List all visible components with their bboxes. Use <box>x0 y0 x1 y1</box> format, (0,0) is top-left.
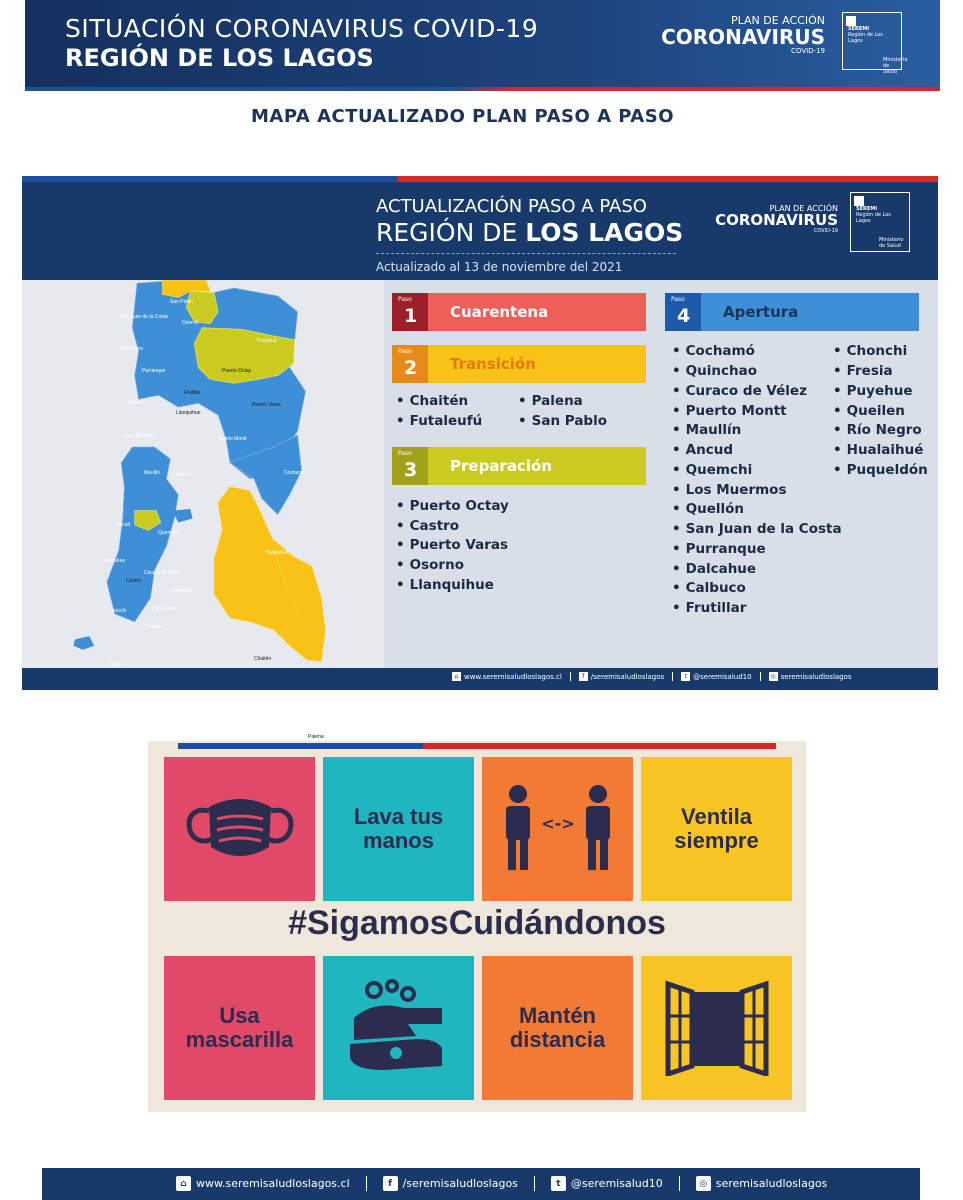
step-4-item: • Fresia <box>833 363 893 379</box>
panel-title-line1: ACTUALIZACIÓN PASO A PASO <box>376 196 647 217</box>
chile-shield-icon <box>846 16 856 26</box>
bottom-footer-links <box>160 1176 843 1191</box>
seremi-sub: Región de Los Lagos <box>848 32 883 44</box>
step-3-number-box <box>392 447 428 485</box>
twitter-icon: t <box>681 672 690 681</box>
step-1-cuarentena <box>392 293 646 331</box>
ventila-text: Ventila siempre <box>674 803 759 853</box>
map-label-queilen: Queilen <box>146 624 164 630</box>
panel-plan-big: CORONAVIRUS <box>715 211 838 229</box>
step-4-item: • Curaco de Vélez <box>672 383 807 399</box>
plan-big-text: CORONAVIRUS <box>661 25 825 49</box>
map-label-puqueldon: Puqueldón <box>152 606 176 612</box>
twitter-icon: t <box>551 1176 566 1191</box>
map-label-hualaihue: Hualaihué <box>266 550 289 556</box>
step-2-number-box <box>392 345 428 383</box>
step-2-item: • San Pablo <box>518 413 607 429</box>
map-label-calbuco: Calbuco <box>172 472 191 478</box>
tile-usa-mascarilla <box>164 956 315 1100</box>
tile-ventila <box>641 757 792 901</box>
svg-text:<->: <-> <box>540 814 575 833</box>
social-distance-icon <box>498 784 618 874</box>
map-label-curaco: Curaco de Vélez <box>144 570 181 576</box>
step-4-item: • Calbuco <box>672 580 746 596</box>
manten-distancia-text: Mantén distancia <box>509 1002 606 1052</box>
step-3-name: Preparación <box>428 447 646 485</box>
region-map <box>22 280 384 740</box>
map-label-rio-negro: Río Negro <box>120 346 143 352</box>
panel-footer-facebook[interactable] <box>579 672 673 681</box>
footer-website-text: www.seremisaludloslagos.cl <box>196 1177 350 1190</box>
map-label-castro: Castro <box>126 578 141 584</box>
map-label-quinchao: Quinchao <box>172 588 194 594</box>
step-3-paso-label: Paso <box>398 450 412 457</box>
step-3-number: 3 <box>404 459 418 481</box>
care-measures-graphic <box>148 741 806 1112</box>
step-4-item: • Ancud <box>672 442 733 458</box>
step-2-paso-label: Paso <box>398 348 412 355</box>
step-4-item: • Quinchao <box>672 363 757 379</box>
map-label-osorno: Osorno <box>182 320 199 326</box>
tile-window-icon <box>641 956 792 1100</box>
seremi-logo <box>842 12 908 75</box>
map-label-maullin: Maullín <box>144 470 161 476</box>
step-4-item: • Los Muermos <box>672 482 787 498</box>
map-label-palena: Palena <box>308 734 324 740</box>
panel-plan-tiny: COVID-19 <box>813 228 838 234</box>
page-subtitle: MAPA ACTUALIZADO PLAN PASO A PASO <box>250 106 674 127</box>
step-2-item: • Chaitén <box>396 393 468 409</box>
lava-manos-text: Lava tus manos <box>353 803 444 853</box>
website-icon: ⌂ <box>176 1176 191 1191</box>
step-4-item: • Queilen <box>833 403 905 419</box>
step-4-item: • Dalcahue <box>672 561 756 577</box>
footer-facebook-link[interactable] <box>367 1176 535 1191</box>
step-3-preparacion <box>392 447 646 485</box>
map-label-puerto-varas: Puerto Varas <box>252 402 281 408</box>
step-4-item: • Río Negro <box>833 422 922 438</box>
region-map-svg <box>22 280 384 668</box>
hand-washing-icon <box>344 978 454 1078</box>
step-3-item: • Osorno <box>396 557 464 573</box>
tile-distance-icon <box>482 757 633 901</box>
hashtag-text: #SigamosCuidándonos <box>288 904 666 942</box>
panel-seremi-logo <box>850 192 910 252</box>
map-label-puyehue: Puyehue <box>257 338 277 344</box>
map-label-los-muermos: Los Muermos <box>126 433 157 439</box>
facebook-icon: f <box>383 1176 398 1191</box>
step-4-item: • San Juan de la Costa <box>672 521 842 537</box>
panel-footer-twitter[interactable] <box>681 672 760 681</box>
panel-footer <box>22 668 938 690</box>
care-color-stripe <box>178 743 776 749</box>
map-label-puerto-octay: Puerto Octay <box>222 368 252 374</box>
panel-seremi-ministry: Ministerio de Salud <box>879 237 904 249</box>
map-label-san-pablo: San Pablo <box>170 299 194 305</box>
header-color-stripe <box>25 87 940 91</box>
plan-de-accion-logo <box>653 14 825 55</box>
facebook-icon: f <box>579 672 588 681</box>
panel-footer-website[interactable] <box>452 672 571 681</box>
panel-footer-links <box>452 672 860 681</box>
step-2-number: 2 <box>404 357 418 379</box>
website-icon: ⌂ <box>452 672 461 681</box>
plan-tiny-text: COVID-19 <box>791 47 825 55</box>
step-1-name: Cuarentena <box>428 293 646 331</box>
tile-mask-icon <box>164 757 315 901</box>
step-4-item: • Quemchi <box>672 462 752 478</box>
step-4-paso-label: Paso <box>671 296 685 303</box>
step-4-item: • Puyehue <box>833 383 912 399</box>
step-4-item: • Chonchi <box>833 343 907 359</box>
map-quinchao-island <box>172 509 193 523</box>
map-transicion-south <box>214 487 325 662</box>
step-1-paso-label: Paso <box>398 296 412 303</box>
step-1-number: 1 <box>404 305 418 327</box>
panel-seremi-label: SEREMI <box>856 206 878 212</box>
usa-mascarilla-text: Usa mascarilla <box>185 1002 294 1052</box>
step-by-step-panel <box>22 176 938 740</box>
step-4-item: • Purranque <box>672 541 766 557</box>
footer-website-link[interactable] <box>160 1176 367 1191</box>
face-mask-icon <box>181 789 299 869</box>
step-3-item: • Llanquihue <box>396 577 494 593</box>
step-2-transicion <box>392 345 646 383</box>
step-3-item: • Castro <box>396 518 459 534</box>
map-label-puerto-montt: Puerto Montt <box>218 436 247 442</box>
header-title-line2: REGIÓN DE LOS LAGOS <box>65 44 374 72</box>
step-4-item: • Cochamó <box>672 343 755 359</box>
panel-footer-facebook-text: /seremisaludloslagos <box>590 672 665 681</box>
map-label-purranque: Purranque <box>142 368 166 374</box>
step-4-item: • Frutillar <box>672 600 746 616</box>
footer-instagram-link[interactable] <box>680 1176 844 1191</box>
step-4-item: • Puerto Montt <box>672 403 787 419</box>
panel-title-line2 <box>376 218 683 247</box>
step-4-apertura <box>665 293 919 331</box>
panel-updated-date: Actualizado al 13 de noviembre del 2021 <box>376 260 623 274</box>
map-label-san-juan: San Juan de la Costa <box>120 314 168 320</box>
panel-plan-small: PLAN DE ACCIÓN <box>769 204 838 213</box>
step-4-item: • Hualaihué <box>833 442 923 458</box>
map-small-island <box>73 636 94 650</box>
step-2-name: Transición <box>428 345 646 383</box>
seremi-ministry: Ministerio de Salud <box>883 57 908 75</box>
step-3-item: • Puerto Octay <box>396 498 509 514</box>
instagram-icon: ◎ <box>770 673 776 680</box>
instagram-icon: ◎ <box>696 1176 711 1191</box>
map-label-quemchi: Quemchi <box>158 530 179 536</box>
bottom-footer <box>42 1168 920 1200</box>
step-4-item: • Puqueldón <box>833 462 928 478</box>
tile-lava-manos <box>323 757 474 901</box>
map-label-llanquihue: Llanquihue <box>176 410 201 416</box>
map-label-dalcahue: Dalcahue <box>104 558 126 564</box>
map-label-fresia: Fresia <box>128 400 142 406</box>
panel-chile-shield-icon <box>854 196 864 206</box>
panel-footer-instagram-text: seremisaludloslagos <box>780 672 852 681</box>
footer-instagram-text: seremisaludloslagos <box>715 1177 828 1190</box>
panel-seremi-sub: Región de Los Lagos <box>856 212 891 224</box>
step-4-item: • Maullín <box>672 422 741 438</box>
map-label-chonchi: Chonchi <box>108 608 127 614</box>
tile-manten-distancia <box>482 956 633 1100</box>
map-label-cochamo: Cochamó <box>284 470 306 476</box>
panel-footer-twitter-text: @seremisalud10 <box>693 672 752 681</box>
panel-footer-instagram[interactable] <box>769 672 860 681</box>
footer-twitter-link[interactable] <box>535 1176 680 1191</box>
step-2-item: • Futaleufú <box>396 413 482 429</box>
open-window-icon <box>664 980 770 1076</box>
map-label-chaiten: Chaitén <box>254 656 272 662</box>
panel-header <box>22 182 938 280</box>
step-3-item: • Puerto Varas <box>396 537 508 553</box>
seremi-label: SEREMI <box>848 26 870 32</box>
panel-title-divider <box>376 253 676 254</box>
map-label-ancud: Ancud <box>116 522 131 528</box>
step-1-number-box <box>392 293 428 331</box>
panel-footer-website-text: www.seremisaludloslagos.cl <box>464 672 562 681</box>
panel-title-bold: LOS LAGOS <box>525 218 684 247</box>
step-4-number: 4 <box>677 305 691 327</box>
step-4-number-box <box>665 293 701 331</box>
panel-title-prefix: REGIÓN DE <box>376 218 526 247</box>
step-2-item: • Palena <box>518 393 583 409</box>
header-title-line1: SITUACIÓN CORONAVIRUS COVID-19 <box>65 14 539 43</box>
panel-plan-logo <box>712 204 838 234</box>
step-4-name: Apertura <box>701 293 919 331</box>
footer-facebook-text: /seremisaludloslagos <box>402 1177 518 1190</box>
footer-twitter-text: @seremisalud10 <box>570 1177 663 1190</box>
step-4-item: • Quellón <box>672 501 744 517</box>
tile-wash-icon <box>323 956 474 1100</box>
top-header-banner <box>25 0 940 88</box>
plan-small-text: PLAN DE ACCIÓN <box>730 14 825 27</box>
map-label-frutillar: Frutillar <box>184 390 201 396</box>
map-label-quellon: Quellón <box>108 662 126 668</box>
